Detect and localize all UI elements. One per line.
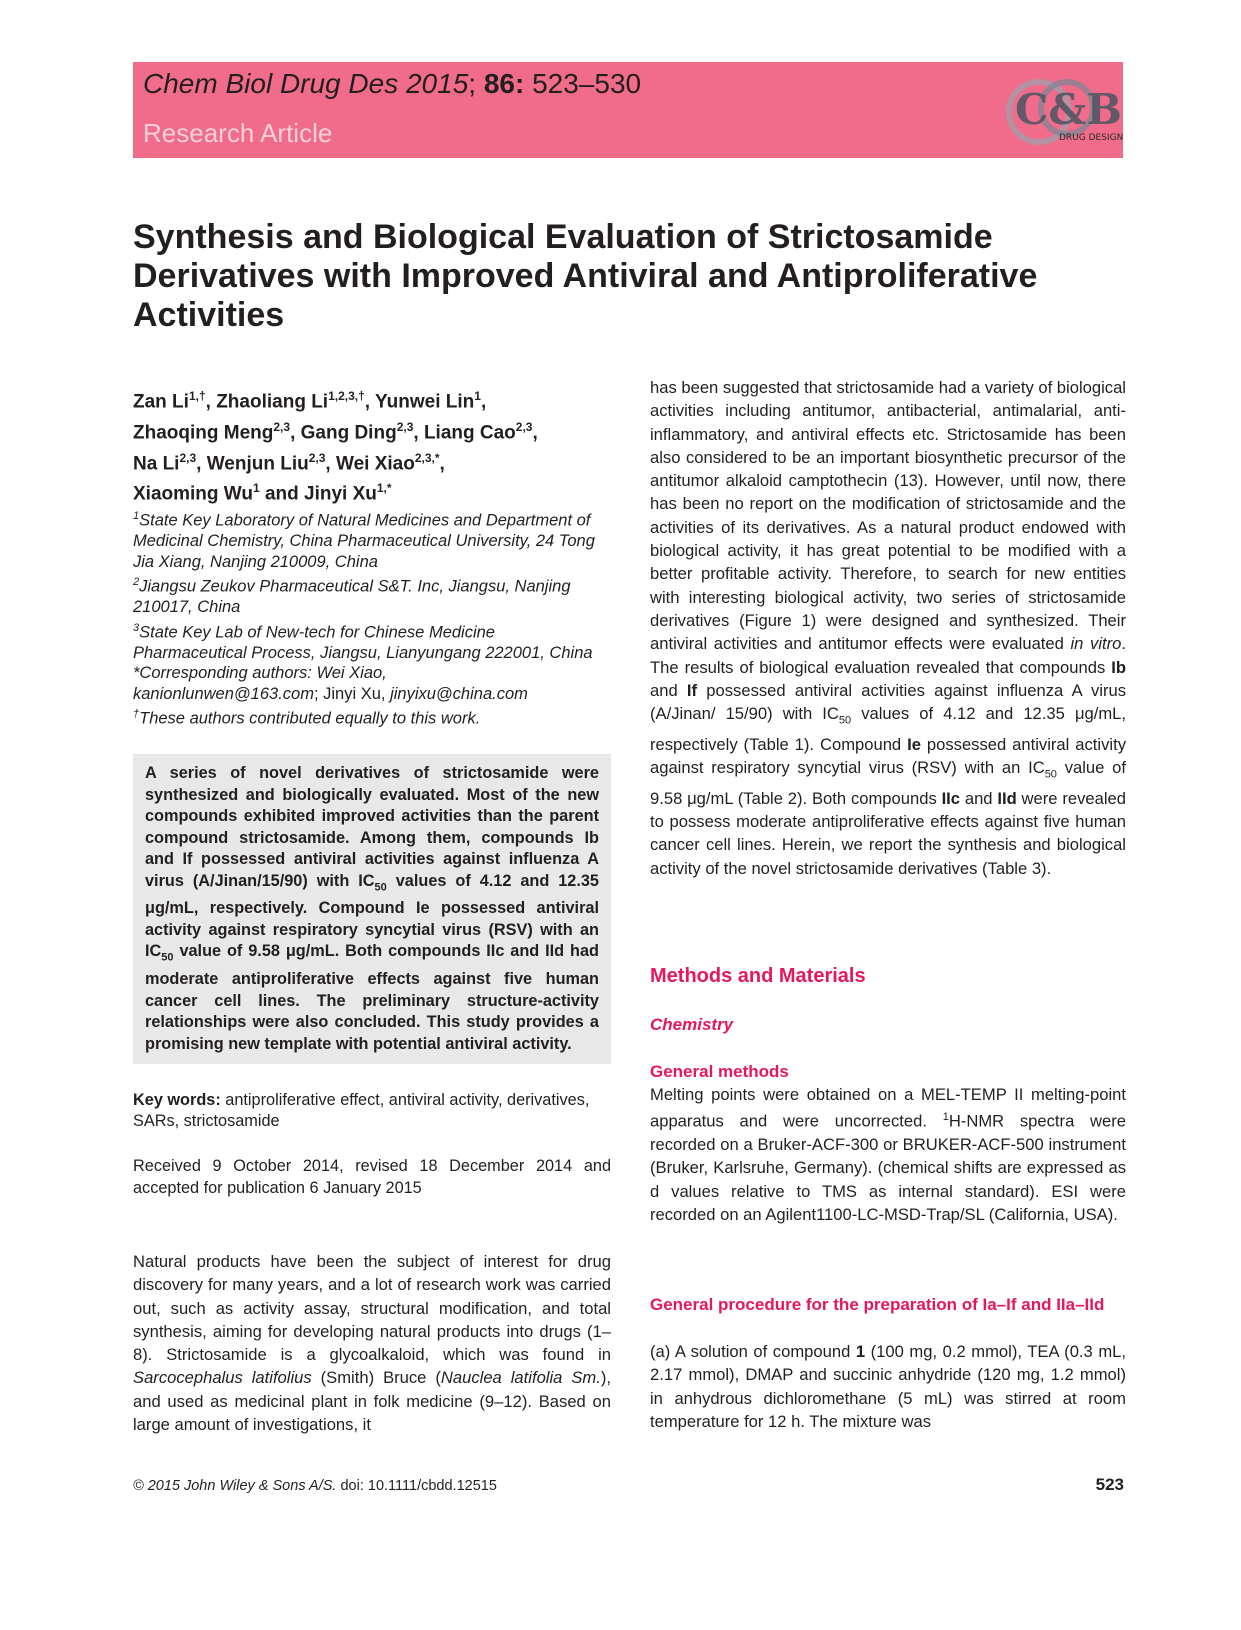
journal-citation [143, 68, 641, 100]
intro-paragraph [133, 1250, 611, 1436]
equal-sup: † [133, 708, 140, 720]
journal-pages: 523–530 [532, 68, 642, 99]
email-link[interactable]: kanionlunwen@163.com [133, 684, 314, 703]
author-name: Yunwei Lin [375, 391, 475, 413]
text-run: (100 mg, 0.2 mmol), TEA (0.3 mL, 2.17 mmol), DMAP and succinic anhydride (120 mg, 1.2 mmol) in anhydrous dichloromethane (5 mL) was stirred at room temperature for 12 h. The mixture was [650, 1342, 1126, 1431]
author-sup: 1 [474, 389, 481, 403]
author-name: Jinyi Xu [304, 483, 377, 505]
author-name: Na Li [133, 452, 180, 474]
text-run: Melting points were obtained on a MEL-TEMP II melting-point apparatus and were uncorrected. [650, 1085, 1126, 1131]
author-sup: 2,3 [396, 419, 414, 434]
author-list: Zan $Li^{1,\dagger}$, Zhaoliang $Li^{1,2,3,\dagger}$, Yunwei Lin$^1$, Zhaoqing Meng$^{2,3}$, Gang Ding$^{2,3}$, Liang Cao$^{2,3}$, Na Li$^{2,3}$, Wenjun Liu$^{2,3}$, Wei Xiao$^{2,3,*}$, Xiaoming Wu$^1$ and Jinyi $Xu^{1,*}$ [133, 389, 538, 505]
footer [133, 1478, 497, 1494]
text-run: ), and used as medicinal plant in folk medicine (9–12). Based on large amount of investigations, it [133, 1368, 611, 1435]
journal-banner [133, 62, 1123, 158]
received-dates: Received 9 October 2014, revised 18 December 2014 and accepted for publication 6 January 2015 [133, 1157, 611, 1197]
affiliations [133, 506, 613, 729]
text-run: . The results of biological evaluation revealed that compounds [650, 634, 1127, 677]
copyright: © 2015 John Wiley & Sons A/S. [133, 1478, 337, 1494]
article-title: Synthesis and Biological Evaluation of Strictosamide Derivatives with Improved Antiviral and Antiproliferative Activities [133, 218, 1038, 334]
superscript: 1 [942, 1111, 949, 1124]
heading-general-methods: General methods [650, 1062, 789, 1081]
authors-and: and [264, 483, 299, 505]
affiliation-sup: 2 [133, 576, 140, 588]
corresponding-label: *Corresponding authors: Wei Xiao, [133, 664, 387, 682]
keywords [133, 1090, 611, 1132]
author-name: Wenjun Liu [206, 452, 309, 474]
compound-label: 1 [855, 1342, 866, 1361]
keywords-text: antiproliferative effect, antiviral activity, derivatives, SARs, strictosamide [133, 1091, 590, 1130]
abstract-part: values of 4.12 and 12.35 μg/mL, respectively. Compound Ie possessed antiviral activity against respiratory syncytial virus (RSV) with an IC [145, 871, 599, 961]
logo-mark: C&B [1015, 85, 1122, 134]
author-sup: 1,† [188, 389, 206, 403]
heading-general-procedure: General procedure for the preparation of Ia–If and IIa–IId [650, 1295, 1105, 1314]
compound-label: IIc [941, 788, 961, 808]
compound-label: IId [997, 788, 1017, 808]
author-name: Zan Li [133, 391, 189, 413]
author-sup: 2,3 [273, 419, 291, 434]
page-number: 523 [1095, 1475, 1124, 1494]
affiliation-2: Jiangsu Zeukov Pharmaceutical S&T. Inc, Jiangsu, Nanjing 210017, China [133, 577, 571, 616]
citation-separator: ; [468, 68, 477, 99]
author-sup: 1,* [376, 481, 392, 496]
affiliation-sup: 3 [133, 621, 140, 634]
corresponding-mid: ; Jinyi Xu, [313, 684, 386, 703]
text-run: possessed antiviral activity against respiratory syncytial virus (RSV) with an IC [650, 734, 1126, 778]
compound-label: Ib [1111, 657, 1126, 677]
subscript: 50 [374, 880, 387, 893]
text-run: possessed antiviral activities against influenza A virus (A/Jinan/ 15/90) with IC [650, 680, 1126, 724]
italic-run: in vitro [1070, 634, 1122, 654]
text-run: has been suggested that strictosamide had a variety of biological activities including antitumor, antibacterial, antimalarial, anti-inflammatory, and antiviral effects etc. Strictosamide has been also considered to be an important biosynthetic precursor of the antitumor alkaloid camptothecin (13). However, until now, there has been no report on the modification of strictosamide and the activities of its derivatives. As a natural product endowed with biological activity, it has great potential to be modified with a better profitable activity. Therefore, to search for new entities with interesting biological activity, two series of strictosamide derivatives (Figure 1) were designed and synthesized. Their antiviral activities and antitumor effects were evaluated [650, 378, 1126, 654]
author-sup: 2,3,* [414, 450, 440, 465]
italic-run: Nauclea latifolia Sm. [440, 1368, 601, 1388]
abstract-part: value of 9.58 μg/mL. Both compounds IIc and IId had moderate antiproliferative effects against five human cancer cell lines. The preliminary structure-activity relationships were also concluded. This study provides a promising new template with potential antiviral activity. [145, 942, 599, 1053]
compound-label: Ie [907, 734, 921, 754]
journal-name: Chem Biol Drug Des 2015 [143, 68, 469, 99]
abstract-text [145, 763, 599, 1055]
author-sup: 2,3 [308, 450, 326, 465]
text-run: (Smith) Bruce ( [311, 1368, 441, 1388]
text-run: and [960, 788, 998, 808]
abstract-part: A series of novel derivatives of strictosamide were synthesized and biologically evaluated. Most of the new compounds exhibited improved activities than the parent compound strictosamide. Among them, compounds Ib and If possessed antiviral activities against influenza A virus (A/Jinan/15/90) with IC [145, 764, 599, 890]
text-run: values of 4.12 and 12.35 μg/mL, respectively (Table 1). Compound [650, 704, 1126, 754]
general-methods-text [650, 1083, 1126, 1226]
affiliation-sup: 1 [133, 510, 140, 522]
subscript: 50 [838, 714, 852, 727]
author-sup: 1,2,3,† [328, 389, 365, 403]
text-run: were revealed to possess moderate antiproliferative effects against five human cancer cell lines. Herein, we report the synthesis and biological activity of the novel strictosamide derivatives (Table 3). [650, 788, 1126, 878]
author-sup: 1 [252, 481, 260, 496]
journal-logo-icon [999, 72, 1124, 148]
author-name: Zhaoqing Meng [133, 422, 274, 444]
text-run: (a) A solution of compound [650, 1342, 856, 1361]
logo-text: DRUG DESIGN [1059, 133, 1124, 143]
author-sup: 2,3 [179, 450, 197, 465]
author-name: Liang Cao [423, 422, 516, 444]
text-run: H-NMR spectra were recorded on a Bruker-ACF-300 or BRUKER-ACF-500 instrument (Bruker, Karlsruhe, Germany). (chemical shifts are expressed as d values relative to TMS as internal standard). ESI were recorded on an Agilent1100-LC-MSD-Trap/SL (California, USA). [650, 1111, 1127, 1225]
keywords-label: Key words: [133, 1091, 221, 1109]
email-link[interactable]: jinyixu@china.com [390, 684, 528, 703]
affiliation-3: State Key Lab of New-tech for Chinese Medicine Pharmaceutical Process, Jiangsu, Lianyungang 222001, China [133, 623, 593, 662]
article-type: Research Article [143, 118, 333, 148]
abstract-box [133, 754, 611, 1064]
text-run: Natural products have been the subject of interest for drug discovery for many years, and a lot of research work was carried out, such as activity assay, structural modification, and total synthesis, aiming for developing natural products into drugs (1–8). Strictosamide is a glycoalkaloid, which was found in [133, 1252, 611, 1365]
general-procedure-text [650, 1340, 1126, 1433]
intro-continued [650, 376, 1126, 880]
affiliation-1: State Key Laboratory of Natural Medicines and Department of Medicinal Chemistry, China Pharmaceutical University, 24 Tong Jia Xiang, Nanjing 210009, China [133, 511, 595, 571]
author-name: Zhaoliang Li [216, 391, 329, 413]
author-name: Xiaoming Wu [133, 483, 253, 505]
subscript: 50 [161, 951, 174, 964]
equal-contribution: These authors contributed equally to this work. [139, 709, 481, 728]
text-run: and [650, 680, 687, 700]
text-run: value of 9.58 μg/mL (Table 2). Both compounds [650, 758, 1126, 808]
author-sup: 2,3 [515, 419, 533, 434]
compound-label: If [686, 680, 698, 700]
journal-volume: 86: [483, 68, 525, 99]
author-name: Wei Xiao [335, 452, 415, 474]
section-heading-methods: Methods and Materials [650, 965, 866, 987]
subscript: 50 [1044, 768, 1057, 781]
italic-run: Sarcocephalus latifolius [133, 1368, 312, 1388]
subsection-heading-chemistry: Chemistry [650, 1015, 734, 1034]
author-name: Gang Ding [300, 422, 397, 444]
doi[interactable]: doi: 10.1111/cbdd.12515 [340, 1478, 497, 1494]
